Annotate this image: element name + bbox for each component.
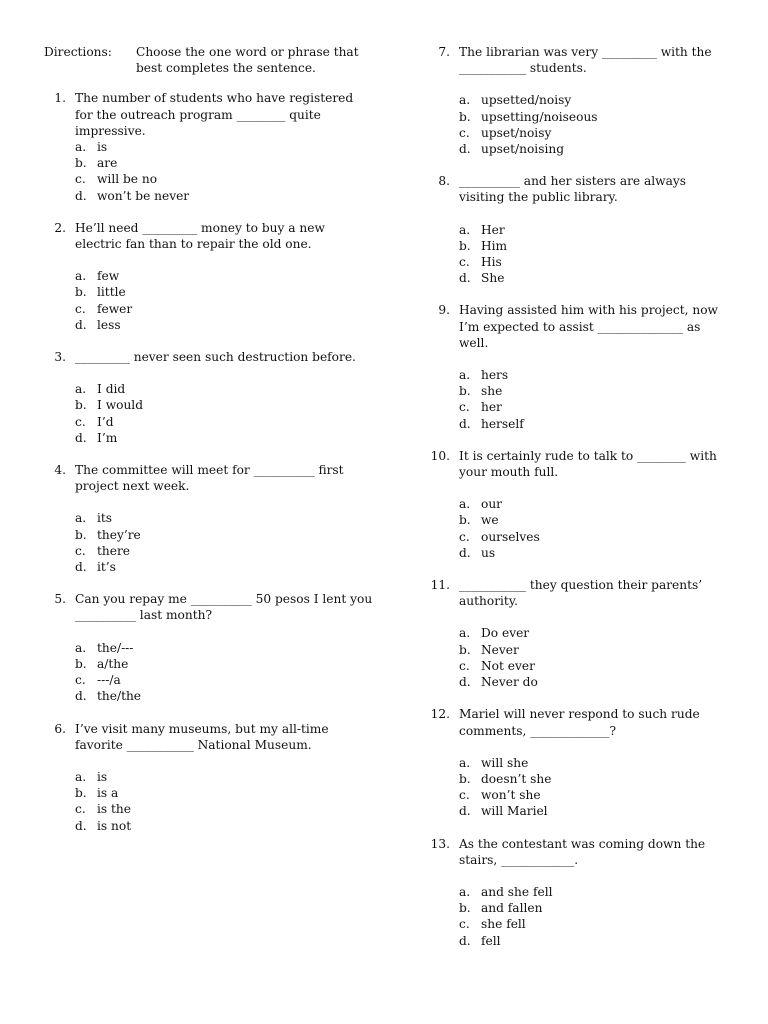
option-letter: c.: [75, 172, 86, 187]
answer-options: [428, 884, 728, 949]
answer-option: [459, 674, 728, 690]
answer-option: [459, 399, 728, 415]
answer-option: [459, 787, 728, 803]
option-text: we: [481, 513, 499, 528]
option-letter: d.: [75, 188, 87, 203]
answer-options: [428, 222, 728, 287]
option-letter: b.: [75, 527, 87, 542]
directions-text: Choose the one word or phrase that best completes the sentence.: [136, 45, 359, 76]
option-text: upset/noisy: [481, 125, 552, 140]
option-letter: c.: [459, 658, 470, 673]
option-text: our: [481, 497, 503, 512]
option-letter: d.: [75, 430, 87, 445]
option-text: the/the: [97, 689, 142, 704]
option-text: there: [97, 543, 130, 558]
answer-option: [459, 254, 728, 270]
option-letter: d.: [75, 818, 87, 833]
option-letter: a.: [459, 884, 471, 899]
option-text: is the: [97, 802, 131, 817]
option-letter: d.: [459, 416, 471, 431]
option-letter: b.: [459, 901, 471, 916]
option-text: ourselves: [481, 529, 540, 544]
question-12: [428, 706, 728, 819]
option-text: herself: [481, 416, 524, 431]
option-letter: a.: [459, 755, 471, 770]
option-text: I did: [97, 382, 126, 397]
option-text: won’t she: [481, 788, 541, 803]
option-letter: c.: [75, 301, 86, 316]
option-text: us: [481, 545, 496, 560]
answer-option: [459, 512, 728, 528]
answer-option: [75, 688, 374, 704]
question-number: 10.: [430, 448, 450, 463]
option-letter: a.: [459, 497, 471, 512]
answer-option: [459, 771, 728, 787]
option-text: Her: [481, 222, 505, 237]
option-text: upset/noising: [481, 142, 565, 157]
option-text: is: [97, 140, 108, 155]
option-letter: b.: [459, 238, 471, 253]
question-number: 6.: [54, 721, 66, 736]
answer-option: [75, 510, 374, 526]
option-letter: b.: [75, 398, 87, 413]
answer-option: [459, 625, 728, 641]
option-text: less: [97, 317, 121, 332]
question-number: 9.: [438, 303, 450, 318]
question-10: [428, 448, 728, 561]
option-text: Not ever: [481, 658, 535, 673]
option-text: Him: [481, 238, 508, 253]
answer-option: [75, 559, 374, 575]
option-text: won’t be never: [97, 188, 190, 203]
option-text: Never do: [481, 675, 538, 690]
answer-option: [75, 769, 374, 785]
answer-option: [459, 642, 728, 658]
option-text: His: [481, 255, 502, 270]
option-text: She: [481, 271, 505, 286]
option-letter: a.: [459, 222, 471, 237]
question-stem: The librarian was very _________ with the ___________ students.: [459, 45, 712, 76]
answer-option: [75, 672, 374, 688]
answer-options: [44, 268, 374, 333]
question-number: 5.: [54, 592, 66, 607]
answer-option: [75, 785, 374, 801]
answer-option: [75, 139, 374, 155]
option-letter: c.: [75, 673, 86, 688]
question-stem: The committee will meet for __________ first project next week.: [75, 463, 344, 494]
question-3: [44, 349, 374, 446]
answer-option: [459, 416, 728, 432]
option-text: the/---: [97, 640, 134, 655]
answer-option: [75, 818, 374, 834]
answer-option: [459, 383, 728, 399]
answer-option: [75, 414, 374, 430]
option-letter: a.: [75, 769, 87, 784]
option-letter: a.: [75, 640, 87, 655]
option-text: I’d: [97, 414, 114, 429]
option-letter: a.: [75, 269, 87, 284]
answer-option: [459, 238, 728, 254]
answer-option: [75, 430, 374, 446]
question-stem: __________ and her sisters are always visiting the public library.: [459, 174, 687, 205]
question-number: 11.: [430, 578, 450, 593]
left-question-list: [44, 90, 374, 833]
option-letter: d.: [459, 142, 471, 157]
answer-options: [44, 769, 374, 834]
option-letter: b.: [75, 656, 87, 671]
option-text: and she fell: [481, 884, 553, 899]
question-number: 2.: [54, 220, 66, 235]
option-letter: d.: [75, 689, 87, 704]
question-stem: Can you repay me __________ 50 pesos I lent you __________ last month?: [75, 592, 373, 623]
question-number: 4.: [54, 463, 66, 478]
question-stem: Having assisted him with his project, now I’m expected to assist ______________ as well.: [459, 303, 718, 350]
question-13: [428, 836, 728, 949]
answer-option: [459, 109, 728, 125]
answer-option: [459, 803, 728, 819]
answer-option: [75, 171, 374, 187]
question-number: 1.: [54, 91, 66, 106]
answer-option: [459, 545, 728, 561]
answer-option: [459, 125, 728, 141]
option-letter: d.: [459, 545, 471, 560]
question-5: [44, 591, 374, 704]
option-letter: d.: [459, 271, 471, 286]
option-text: are: [97, 156, 118, 171]
option-letter: c.: [459, 529, 470, 544]
answer-options: [44, 139, 374, 204]
question-7: [428, 44, 728, 157]
answer-options: [44, 510, 374, 575]
option-letter: c.: [459, 400, 470, 415]
answer-option: [75, 155, 374, 171]
option-letter: c.: [459, 917, 470, 932]
option-text: hers: [481, 368, 509, 383]
option-text: will be no: [97, 172, 158, 187]
option-letter: b.: [75, 786, 87, 801]
question-stem: _________ never seen such destruction before.: [75, 350, 356, 365]
answer-option: [75, 268, 374, 284]
option-letter: c.: [75, 414, 86, 429]
answer-option: [459, 496, 728, 512]
answer-options: [44, 640, 374, 705]
option-letter: b.: [459, 771, 471, 786]
option-text: she fell: [481, 917, 526, 932]
option-text: her: [481, 400, 502, 415]
question-stem: He’ll need _________ money to buy a new electric fan than to repair the old one.: [75, 220, 325, 252]
answer-option: [75, 284, 374, 300]
option-letter: d.: [75, 317, 87, 332]
answer-option: [75, 640, 374, 656]
option-text: doesn’t she: [481, 771, 552, 786]
option-letter: d.: [75, 560, 87, 575]
question-2: [44, 220, 374, 333]
answer-options: [44, 381, 374, 446]
option-text: Never: [481, 642, 519, 657]
option-letter: d.: [459, 675, 471, 690]
question-stem: I’ve visit many museums, but my all-time favorite ___________ National Museum.: [75, 721, 329, 752]
option-letter: a.: [75, 140, 87, 155]
answer-option: [459, 529, 728, 545]
answer-option: [459, 900, 728, 916]
answer-option: [459, 916, 728, 932]
option-text: will Mariel: [481, 804, 548, 819]
option-letter: c.: [75, 802, 86, 817]
answer-option: [75, 527, 374, 543]
answer-options: [428, 496, 728, 561]
answer-options: [428, 755, 728, 820]
option-text: upsetted/noisy: [481, 93, 572, 108]
answer-options: [428, 367, 728, 432]
option-text: is a: [97, 786, 119, 801]
question-stem: ___________ they question their parents’ authority.: [459, 578, 703, 609]
option-text: fewer: [97, 301, 133, 316]
answer-option: [459, 270, 728, 286]
answer-option: [459, 658, 728, 674]
option-letter: b.: [459, 642, 471, 657]
option-letter: b.: [459, 513, 471, 528]
option-text: she: [481, 384, 503, 399]
option-letter: a.: [75, 382, 87, 397]
answer-option: [75, 543, 374, 559]
question-number: 13.: [430, 836, 450, 851]
question-number: 12.: [430, 707, 450, 722]
answer-option: [459, 884, 728, 900]
question-stem: Mariel will never respond to such rude comments, _____________?: [459, 707, 700, 738]
option-text: upsetting/noiseous: [481, 109, 598, 124]
question-number: 3.: [54, 350, 66, 365]
option-letter: a.: [459, 368, 471, 383]
left-column: [44, 44, 374, 850]
question-11: [428, 577, 728, 690]
question-1: [44, 90, 374, 203]
option-text: I’m: [97, 430, 118, 445]
option-text: little: [97, 285, 126, 300]
option-text: Do ever: [481, 626, 530, 641]
answer-option: [459, 367, 728, 383]
option-text: ---/a: [97, 673, 121, 688]
option-text: and fallen: [481, 901, 543, 916]
answer-option: [459, 141, 728, 157]
answer-option: [75, 381, 374, 397]
question-stem: As the contestant was coming down the stairs, ____________.: [459, 836, 706, 867]
option-text: it’s: [97, 560, 116, 575]
option-letter: c.: [459, 125, 470, 140]
directions: [44, 44, 374, 76]
option-letter: b.: [459, 384, 471, 399]
option-text: they’re: [97, 527, 141, 542]
question-6: [44, 721, 374, 834]
option-letter: a.: [459, 626, 471, 641]
option-text: I would: [97, 398, 144, 413]
question-4: [44, 462, 374, 575]
question-stem: It is certainly rude to talk to ________ with your mouth full.: [459, 448, 717, 480]
right-column: [428, 44, 728, 965]
option-letter: a.: [459, 93, 471, 108]
answer-option: [75, 656, 374, 672]
answer-option: [75, 188, 374, 204]
answer-option: [75, 301, 374, 317]
option-letter: b.: [459, 109, 471, 124]
option-letter: a.: [75, 511, 87, 526]
option-letter: b.: [75, 156, 87, 171]
option-letter: c.: [459, 788, 470, 803]
answer-option: [459, 222, 728, 238]
question-number: 7.: [438, 45, 450, 59]
option-letter: c.: [459, 255, 470, 270]
question-stem: The number of students who have registered for the outreach program ________ quite impressive.: [75, 91, 354, 138]
answer-option: [75, 317, 374, 333]
option-text: its: [97, 511, 113, 526]
answer-option: [459, 933, 728, 949]
option-text: few: [97, 269, 120, 284]
answer-option: [459, 92, 728, 108]
question-8: [428, 173, 728, 286]
option-letter: d.: [459, 933, 471, 948]
answer-option: [459, 755, 728, 771]
directions-label: Directions:: [44, 45, 112, 59]
option-letter: d.: [459, 804, 471, 819]
option-text: will she: [481, 755, 529, 770]
option-text: is not: [97, 818, 132, 833]
option-text: is: [97, 769, 108, 784]
option-letter: c.: [75, 543, 86, 558]
right-question-list: [428, 44, 728, 949]
question-9: [428, 302, 728, 431]
answer-option: [75, 801, 374, 817]
option-letter: b.: [75, 285, 87, 300]
option-text: a/the: [97, 656, 129, 671]
answer-options: [428, 92, 728, 157]
answer-option: [75, 397, 374, 413]
option-text: fell: [481, 933, 501, 948]
answer-options: [428, 625, 728, 690]
question-number: 8.: [438, 174, 450, 189]
